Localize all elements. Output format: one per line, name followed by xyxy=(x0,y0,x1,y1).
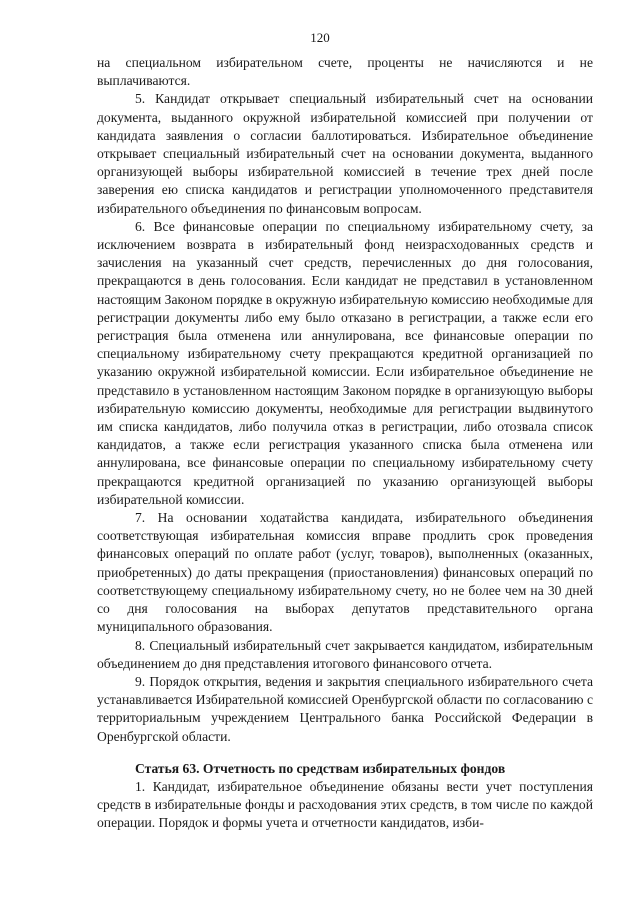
page-number: 120 xyxy=(310,30,330,45)
article-heading: Статья 63. Отчетность по средствам избирательных фондов xyxy=(135,760,506,776)
body-text xyxy=(97,54,593,833)
paragraph-item-9: 9. Порядок открытия, ведения и закрытия специального избирательного счета устанавливается Избирательной комиссией Оренбургской области по согласованию с территориальным учреждением Центрального банка Российской Федерации в Оренбургской области. xyxy=(97,673,593,744)
paragraph-item-7: 7. На основании ходатайства кандидата, избирательного объединения соответствующая избирательная комиссия вправе продлить срок проведения финансовых операций по оплате работ (услуг, товаров), выполненных (оказанных, приобретенных) до даты прекращения (приостановления) финансовых операций по соответствующему специальному избирательному счету, но не более чем на 30 дней со дня голосования на выборах депутатов представительного органа муниципального образования. xyxy=(97,510,593,635)
paragraph-item-8: 8. Специальный избирательный счет закрывается кандидатом, избирательным объединением до дня представления итогового финансового отчета. xyxy=(97,637,593,671)
paragraph-continuation: на специальном избирательном счете, проценты не начисляются и не выплачиваются. xyxy=(97,55,593,89)
paragraph-item-5: 5. Кандидат открывает специальный избирательный счет на основании документа, выданного окружной избирательной комиссией при получении от кандидата заявления о согласии баллотироваться. Избирательное объединение открывает специальный избирательный счет на основании документа, выданного организующей выборы избирательной комиссией в течение трех дней после заверения ею списка кандидатов и регистрации уполномоченного представителя избирательного объединения по финансовым вопросам. xyxy=(97,91,593,216)
paragraph-item-6: 6. Все финансовые операции по специальному избирательному счету, за исключением возврата в избирательный фонд неизрасходованных средств и зачисления на указанный счет средств, перечисленных до дня голосования, прекращаются в день голосования. Если кандидат не представил в установленном настоящим Законом порядке в окружную избирательную комиссию необходимые для регистрации документы либо ему было отказано в регистрации, а также если его регистрация была отменена или аннулирована, все финансовые операции по специальному избирательному счету прекращаются кредитной организацией по указанию окружной избирательной комиссии. Если избирательное объединение не представило в установленном настоящим Законом порядке в организующую выборы избирательную комиссию документы, необходимые для регистрации выдвинутого им списка кандидатов, либо получила отказ в регистрации, либо отозвала список кандидатов, а также если регистрация указанного списка была отменена или аннулирована, все финансовые операции по специальному избирательному счету прекращаются кредитной организацией по указанию организующей выборы избирательной комиссии. xyxy=(97,218,593,507)
article-paragraph-1: 1. Кандидат, избирательное объединение обязаны вести учет поступления средств в избирательные фонды и расходования этих средств, в том числе по каждой операции. Порядок и формы учета и отчетности кандидатов, изби- xyxy=(97,778,593,831)
